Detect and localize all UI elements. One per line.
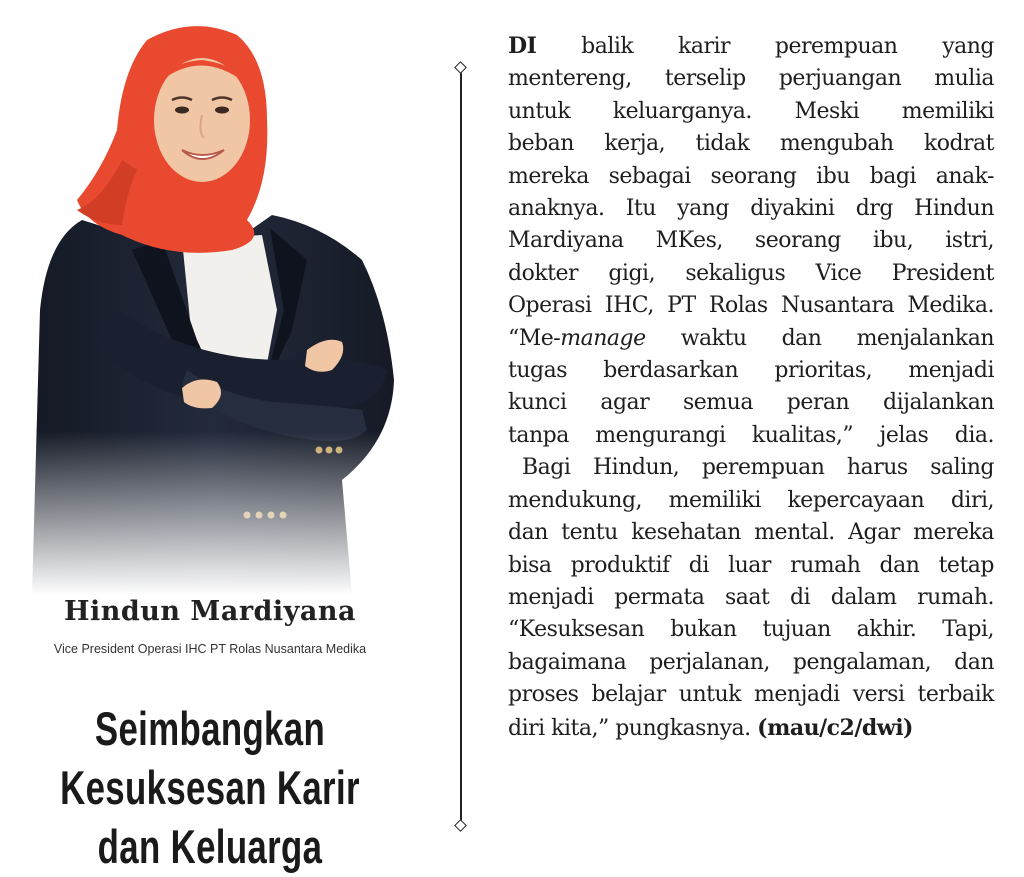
article-line: proses belajar untuk menjadi versi terbaik bbox=[508, 682, 994, 708]
article-text: waktu dan menjalankan bbox=[645, 325, 994, 351]
article-body bbox=[508, 30, 994, 745]
article-line: untuk keluarganya. Meski memiliki bbox=[508, 98, 994, 124]
article-line bbox=[508, 712, 994, 745]
headline-line-3: dan Keluarga bbox=[97, 820, 323, 874]
article-line: bagaimana perjalanan, pengalaman, dan bbox=[508, 649, 994, 675]
article-line: Operasi IHC, PT Rolas Nusantara Medika. bbox=[508, 293, 994, 319]
article-line: mentereng, terselip perjuangan mulia bbox=[508, 66, 994, 92]
article-line: dan tentu kesehatan mental. Agar mereka bbox=[508, 520, 994, 546]
person-role: Vice President Operasi IHC PT Rolas Nusantara Medika bbox=[53, 642, 367, 656]
article-line: menjadi permata saat di dalam rumah. bbox=[508, 584, 994, 610]
article-line: Mardiyana MKes, seorang ibu, istri, bbox=[508, 228, 994, 254]
divider-diamond-top-icon bbox=[454, 61, 467, 74]
article-line: beban kerja, tidak mengubah kodrat bbox=[508, 131, 994, 157]
article-line: kunci agar semua peran dijalankan bbox=[508, 390, 994, 416]
article-text: balik karir perempuan yang bbox=[536, 34, 994, 59]
portrait-photo bbox=[22, 10, 412, 595]
article-line: dokter gigi, sekaligus Vice President bbox=[508, 260, 994, 286]
article-line: mendukung, memiliki kepercayaan diri, bbox=[508, 487, 994, 513]
lead-word: DI bbox=[508, 33, 537, 59]
article-line: “Kesuksesan bukan tujuan akhir. Tapi, bbox=[508, 617, 994, 643]
article-line: tugas berdasarkan prioritas, menjadi bbox=[508, 358, 994, 384]
article-text: “Me- bbox=[508, 325, 561, 351]
article-line: tanpa mengurangi kualitas,” jelas dia. bbox=[508, 422, 994, 448]
article-text: diri kita,” pungkasnya. bbox=[508, 715, 758, 741]
author-credit: (mau/c2/dwi) bbox=[757, 714, 913, 741]
article-line: Bagi Hindun, perempuan harus saling bbox=[522, 455, 994, 481]
article-line bbox=[508, 30, 994, 63]
divider-diamond-bottom-icon bbox=[454, 819, 467, 832]
article-line: bisa produktif di luar rumah dan tetap bbox=[508, 552, 994, 578]
article-line: mereka sebagai seorang ibu bagi anak- bbox=[508, 163, 994, 189]
column-divider bbox=[460, 66, 462, 826]
headline-line-2: Kesuksesan Karir bbox=[60, 761, 360, 815]
headline bbox=[55, 699, 366, 876]
article-italic-text: manage bbox=[560, 325, 646, 351]
article-line: anaknya. Itu yang diyakini drg Hindun bbox=[508, 196, 994, 222]
person-name: Hindun Mardiyana bbox=[64, 596, 356, 627]
headline-line-1: Seimbangkan bbox=[94, 702, 326, 756]
article-line bbox=[508, 323, 994, 355]
